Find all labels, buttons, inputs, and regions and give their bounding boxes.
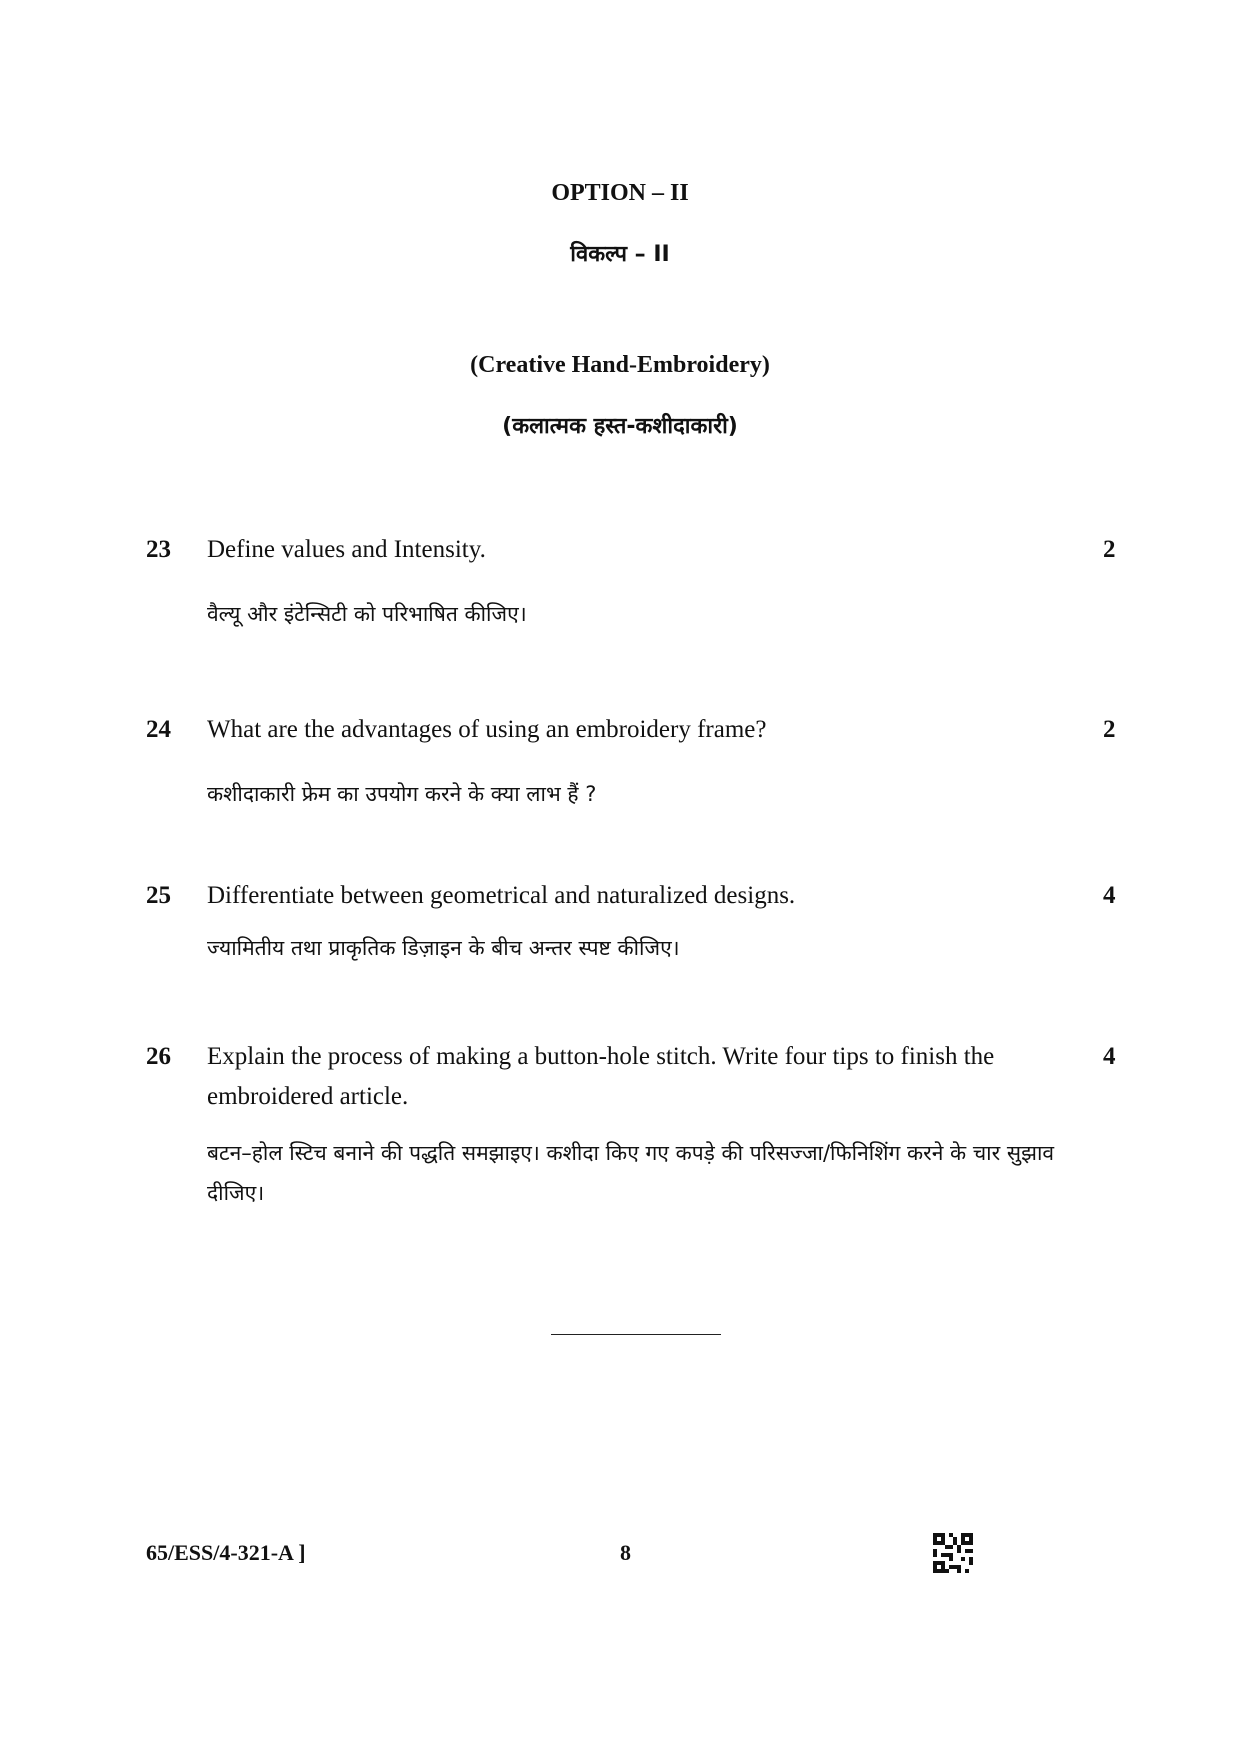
- question-number: 24: [146, 716, 171, 743]
- question-text-hi: वैल्यू और इंटेन्सिटी को परिभाषित कीजिए।: [207, 602, 527, 626]
- question-text-hi: ज्यामितीय तथा प्राकृतिक डिज़ाइन के बीच अन्तर स्पष्ट कीजिए।: [207, 936, 680, 960]
- option-title-hi: विकल्प – II: [570, 242, 670, 267]
- question-marks: 4: [1103, 1043, 1116, 1070]
- question-text-hi: बटन–होल स्टिच बनाने की पद्धति समझाइए। कशीदा किए गए कपड़े की परिसज्जा/फिनिशिंग करने के चार सुझाव दीजिए।: [207, 1141, 1055, 1205]
- page-number: 8: [620, 1540, 631, 1565]
- question-marks: 4: [1103, 882, 1116, 909]
- question-number: 25: [146, 882, 171, 909]
- question-marks: 2: [1103, 536, 1116, 563]
- question-number: 23: [146, 536, 171, 563]
- subject-title-hi: (कलात्मक हस्त-कशीदाकारी): [502, 414, 738, 439]
- subject-title-en: (Creative Hand-Embroidery): [470, 352, 770, 378]
- qr-code-icon: [933, 1533, 973, 1573]
- question-number: 26: [146, 1043, 171, 1070]
- paper-code: 65/ESS/4-321-A ]: [146, 1540, 306, 1565]
- end-divider: [551, 1334, 721, 1335]
- question-text-en: What are the advantages of using an embroidery frame?: [207, 716, 767, 743]
- question-text-en: Explain the process of making a button-hole stitch. Write four tips to finish the embroidered article.: [207, 1043, 995, 1110]
- question-text-hi: कशीदाकारी फ्रेम का उपयोग करने के क्या लाभ हैं ?: [207, 782, 597, 806]
- option-title-en: OPTION – II: [551, 180, 689, 206]
- question-text-en: Define values and Intensity.: [207, 536, 486, 563]
- question-marks: 2: [1103, 716, 1116, 743]
- question-text-en: Differentiate between geometrical and naturalized designs.: [207, 882, 796, 909]
